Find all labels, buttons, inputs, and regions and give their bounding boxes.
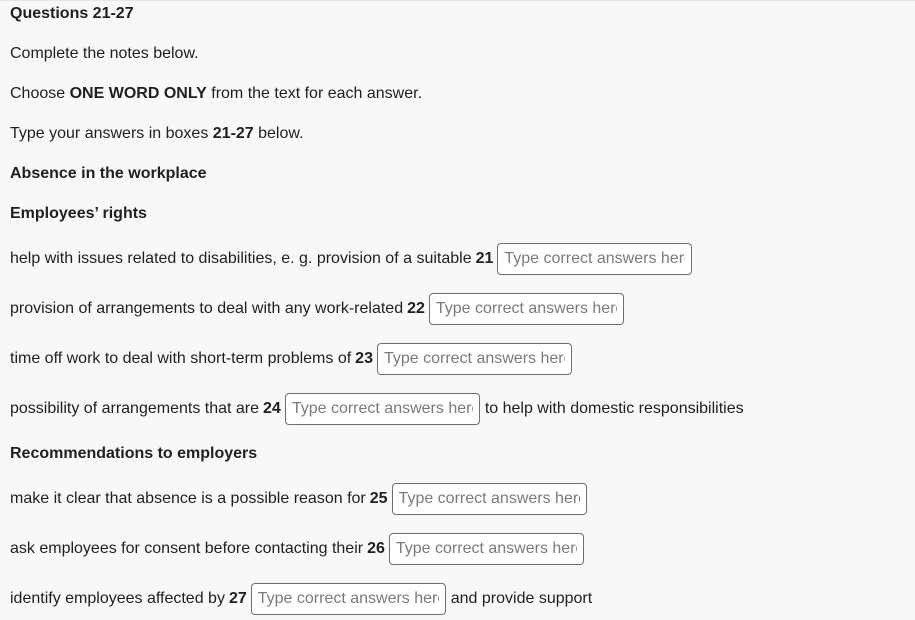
answer-input-25[interactable] [392, 483, 587, 515]
answer-input-27[interactable] [251, 583, 446, 615]
instruction-type-answers [10, 124, 304, 144]
answer-input-21[interactable] [497, 243, 692, 275]
instruction-complete-notes: Complete the notes below. [10, 45, 199, 62]
instruction-choose-suffix: from the text for each answer. [206, 85, 423, 102]
question-number: 27 [228, 590, 247, 607]
note-text: help with issues related to disabilities, e. g. provision of a suitable [10, 250, 472, 267]
questions-title: Questions 21-27 [10, 5, 134, 22]
instruction-choose-words [10, 84, 422, 104]
question-number: 22 [407, 300, 425, 317]
question-number: 26 [367, 540, 385, 557]
instruction-box-range: 21-27 [212, 125, 254, 142]
answer-input-23[interactable] [377, 343, 572, 375]
section-heading-recommendations: Recommendations to employers [10, 445, 258, 462]
answer-input-22[interactable] [429, 293, 624, 325]
note-item-26 [10, 533, 584, 565]
instruction-choose-prefix: Choose [10, 85, 70, 102]
note-text: identify employees affected by [10, 590, 225, 607]
instruction-type-prefix: Type your answers in boxes [10, 125, 213, 142]
note-text: make it clear that absence is a possible reason for [10, 490, 366, 507]
note-text: possibility of arrangements that are [10, 400, 260, 417]
note-item-25 [10, 483, 587, 515]
note-item-22 [10, 293, 624, 325]
notes-title: Absence in the workplace [10, 165, 207, 182]
section-heading-employees-rights: Employees’ rights [10, 205, 147, 222]
note-item-27 [10, 583, 592, 615]
note-text: ask employees for consent before contacting their [10, 540, 364, 557]
answer-input-26[interactable] [389, 533, 584, 565]
note-item-21 [10, 243, 692, 275]
note-text: time off work to deal with short-term problems of [10, 350, 352, 367]
question-number: 23 [355, 350, 373, 367]
question-number: 24 [263, 400, 281, 417]
note-item-24 [10, 393, 744, 425]
note-text-suffix: and provide support [450, 590, 593, 607]
question-number: 25 [369, 490, 388, 507]
note-text-suffix: to help with domestic responsibilities [484, 400, 744, 417]
instruction-type-suffix: below. [253, 125, 304, 142]
instruction-word-limit: ONE WORD ONLY [69, 85, 207, 102]
question-number: 21 [475, 250, 494, 267]
answer-input-24[interactable] [285, 393, 480, 425]
note-item-23 [10, 343, 572, 375]
note-text: provision of arrangements to deal with any work-related [10, 300, 404, 317]
